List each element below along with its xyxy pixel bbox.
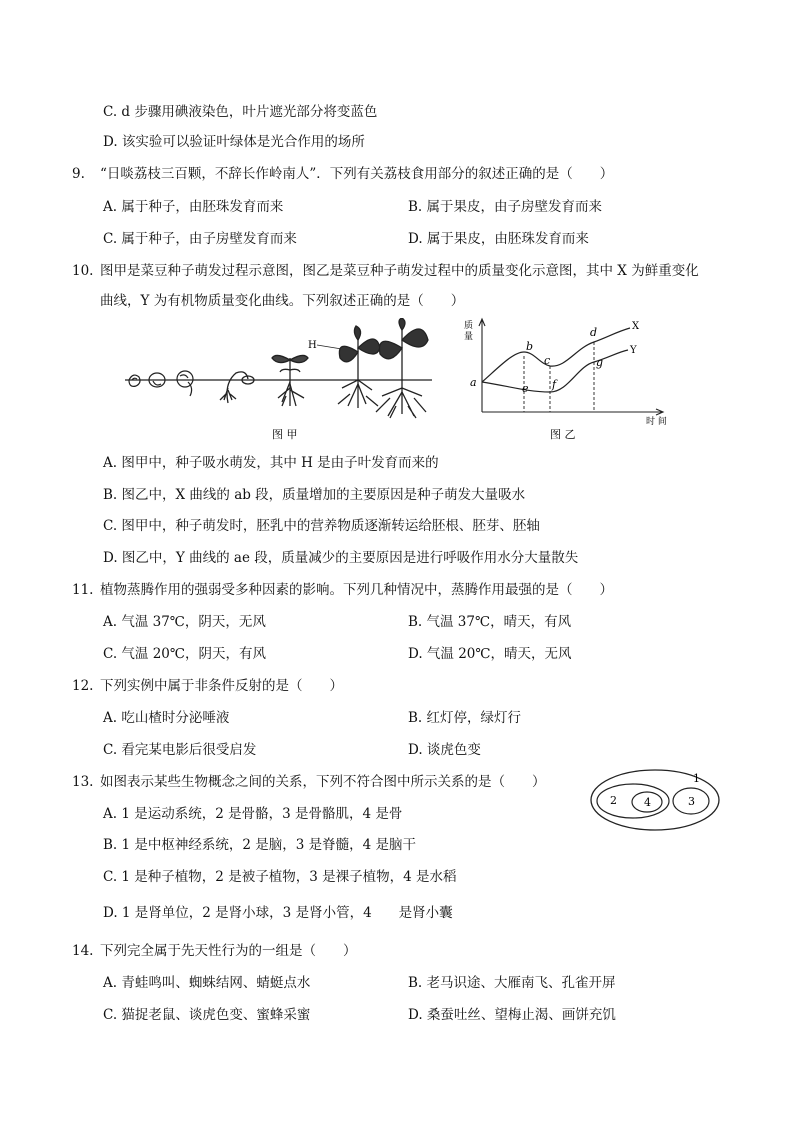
q13-option-d: D. 1 是肾单位，2 是肾小球，3 是肾小管，4 是肾小囊 — [103, 905, 453, 921]
stage-4-hypocotyl-arch — [220, 372, 254, 403]
q10-stem-line1: 图甲是菜豆种子萌发过程示意图，图乙是菜豆种子萌发过程中的质量变化示意图，其中 X 为鲜重变化 — [100, 263, 699, 279]
point-d: d — [590, 326, 598, 339]
q9-number: 9. — [72, 166, 85, 182]
point-b: b — [526, 340, 534, 353]
q9-option-b: B. 属于果皮，由子房壁发育而来 — [408, 199, 603, 215]
q11-number: 11. — [72, 582, 94, 598]
figure-yi-mass-chart — [458, 316, 676, 446]
q13-option-b: B. 1 是中枢神经系统，2 是脑，3 是脊髓，4 是脑干 — [103, 837, 417, 853]
curve-x — [482, 328, 630, 382]
y-axis-label-1: 质 — [464, 321, 474, 331]
q9-option-a: A. 属于种子，由胚珠发育而来 — [103, 199, 284, 215]
q10-option-a: A. 图甲中，种子吸水萌发，其中 H 是由子叶发育而来的 — [103, 455, 439, 471]
q11-option-b: B. 气温 37℃，晴天，有风 — [408, 614, 572, 630]
q9-option-d: D. 属于果皮，由胚珠发育而来 — [408, 231, 589, 247]
label-3: 3 — [688, 795, 695, 808]
q9-option-c: C. 属于种子，由子房壁发育而来 — [103, 231, 297, 247]
q12-option-a: A. 吃山楂时分泌唾液 — [103, 710, 230, 726]
series-y-label: Y — [630, 345, 637, 356]
ellipse-2 — [597, 784, 669, 818]
point-c: c — [544, 354, 551, 367]
point-f: f — [552, 378, 557, 391]
figure-concept-venn — [588, 766, 724, 834]
point-g: g — [596, 356, 604, 369]
q12-number: 12. — [72, 678, 94, 694]
q13-option-a: A. 1 是运动系统，2 是骨骼，3 是骨骼肌，4 是骨 — [103, 806, 403, 822]
q10-option-b: B. 图乙中，X 曲线的 ab 段，质量增加的主要原因是种子萌发大量吸水 — [103, 487, 526, 503]
stage-3-seed-hook — [177, 371, 193, 396]
point-e: e — [522, 382, 529, 395]
q8-option-c: C. d 步骤用碘液染色，叶片遮光部分将变蓝色 — [103, 104, 378, 120]
q12-option-c: C. 看完某电影后很受启发 — [103, 742, 257, 758]
q13-option-c: C. 1 是种子植物，2 是被子植物，3 是裸子植物，4 是水稻 — [103, 869, 457, 885]
q13-number: 13. — [72, 774, 94, 790]
stage-6-young-plant — [338, 326, 380, 408]
q11-option-a: A. 气温 37℃，阴天，无风 — [103, 614, 266, 630]
x-axis-label: 时 间 — [646, 417, 667, 427]
stage-5-seedling — [272, 355, 308, 406]
q14-stem: 下列完全属于先天性行为的一组是（ ） — [100, 943, 357, 959]
q14-option-a: A. 青蛙鸣叫、蜘蛛结网、蜻蜓点水 — [103, 975, 311, 991]
q14-option-c: C. 猫捉老鼠、谈虎色变、蜜蜂采蜜 — [103, 1007, 311, 1023]
figure-jia-caption: 图 甲 — [272, 428, 298, 441]
q12-option-b: B. 红灯停，绿灯行 — [408, 710, 522, 726]
label-1: 1 — [693, 772, 700, 785]
q10-number: 10. — [72, 263, 94, 279]
figure-jia-seed-germination — [120, 318, 440, 446]
q10-option-d: D. 图乙中，Y 曲线的 ae 段，质量减少的主要原因是进行呼吸作用水分大量散失 — [103, 550, 579, 566]
stage-7-mature-seedling — [376, 318, 428, 418]
label-2: 2 — [610, 794, 617, 807]
q8-option-d: D. 该实验可以验证叶绿体是光合作用的场所 — [103, 134, 365, 150]
q10-option-c: C. 图甲中，种子萌发时，胚乳中的营养物质逐渐转运给胚根、胚芽、胚轴 — [103, 518, 540, 534]
label-4: 4 — [644, 796, 651, 809]
q11-option-d: D. 气温 20℃，晴天，无风 — [408, 646, 572, 662]
q13-stem: 如图表示某些生物概念之间的关系，下列不符合图中所示关系的是（ ） — [100, 774, 546, 790]
q10-stem-line2: 曲线，Y 为有机物质量变化曲线。下列叙述正确的是（ ） — [100, 293, 465, 309]
q14-number: 14. — [72, 943, 94, 959]
q14-option-d: D. 桑蚕吐丝、望梅止渴、画饼充饥 — [408, 1007, 616, 1023]
q11-stem: 植物蒸腾作用的强弱受多种因素的影响。下列几种情况中，蒸腾作用最强的是（ ） — [100, 582, 613, 598]
q14-option-b: B. 老马识途、大雁南飞、孔雀开屏 — [408, 975, 616, 991]
q12-option-d: D. 谈虎色变 — [408, 742, 481, 758]
series-x-label: X — [632, 321, 640, 332]
q9-stem: “日啖荔枝三百颗，不辞长作岭南人”．下列有关荔枝食用部分的叙述正确的是（ ） — [100, 166, 614, 182]
figure-yi-caption: 图 乙 — [550, 428, 576, 441]
q11-option-c: C. 气温 20℃，阴天，有风 — [103, 646, 267, 662]
y-axis-label-2: 量 — [464, 332, 474, 342]
point-a: a — [470, 376, 477, 389]
stage-1-seed — [129, 375, 140, 386]
label-h: H — [308, 340, 317, 351]
q12-stem: 下列实例中属于非条件反射的是（ ） — [100, 678, 343, 694]
